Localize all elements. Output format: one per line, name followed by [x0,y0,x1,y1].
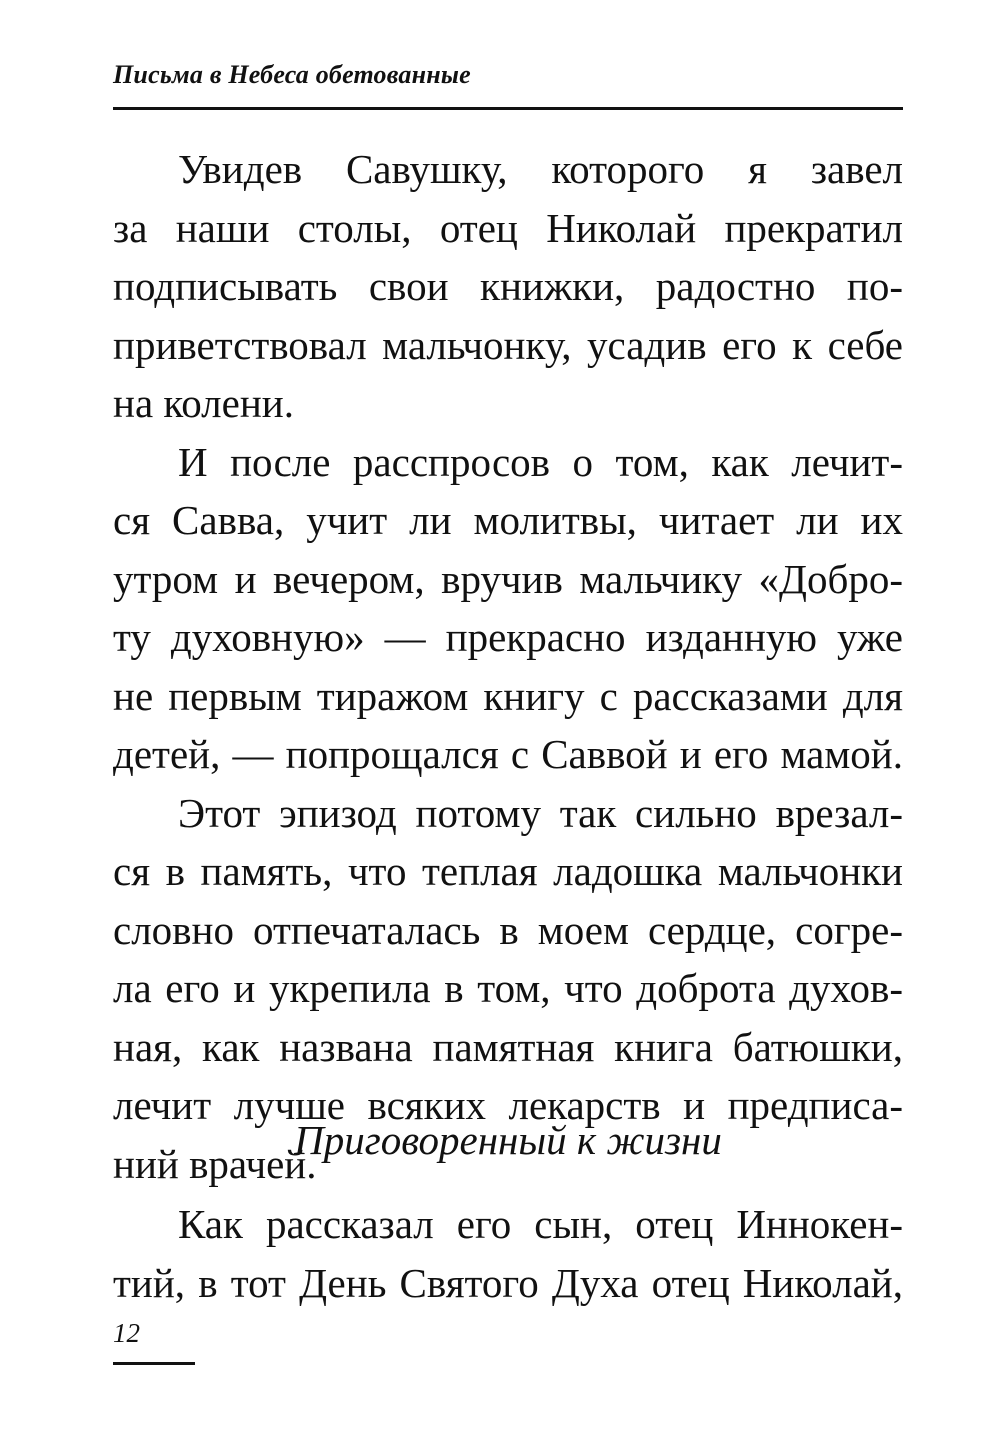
text-line: утром и вечером, вручив мальчику «Добро- [113,555,903,602]
text-line: словно отпечаталась в моем сердце, согре- [113,906,903,953]
section-body-text [113,1195,903,1312]
text-line: детей, — попрощался с Саввой и его мамой. [113,731,903,777]
text-line: приветствовал мальчонку, усадив его к себе [113,321,903,368]
page-number: 12 [113,1318,140,1348]
running-head: Письма в Небеса обетованные [113,60,471,89]
text-line: И после расспросов о том, как лечит- [178,438,903,485]
text-line: тий, в тот День Святого Духа отец Николай, [113,1259,903,1306]
text-line: лечит лучше всяких лекарств и предписа- [113,1082,903,1128]
text-line: ту духовную» — прекрасно изданную уже [113,614,903,660]
text-line: подписывать свои книжки, радостно по- [113,263,903,309]
section-heading: Приговоренный к жизни [294,1117,722,1163]
text-line: ся Савва, учит ли молитвы, читает ли их [113,497,903,543]
text-line: ся в память, что теплая ладошка мальчонки [113,848,903,894]
text-line: ная, как названа памятная книга батюшки, [113,1023,903,1070]
text-line: ний врачей. [113,1140,317,1187]
text-line: на колени. [113,380,294,426]
header-rule [113,107,903,110]
text-line: не первым тиражом книгу с рассказами для [113,672,903,719]
text-line: за наши столы, отец Николай прекратил [113,204,903,251]
text-line: ла его и укрепила в том, что доброта духов- [113,965,903,1011]
footer-rule [113,1362,195,1365]
text-line: Как рассказал его сын, отец Иннокен- [178,1201,903,1247]
text-line: Увидев Савушку, которого я завел [178,146,903,192]
text-line: Этот эпизод потому так сильно врезал- [178,789,903,836]
body-text [113,140,903,1193]
